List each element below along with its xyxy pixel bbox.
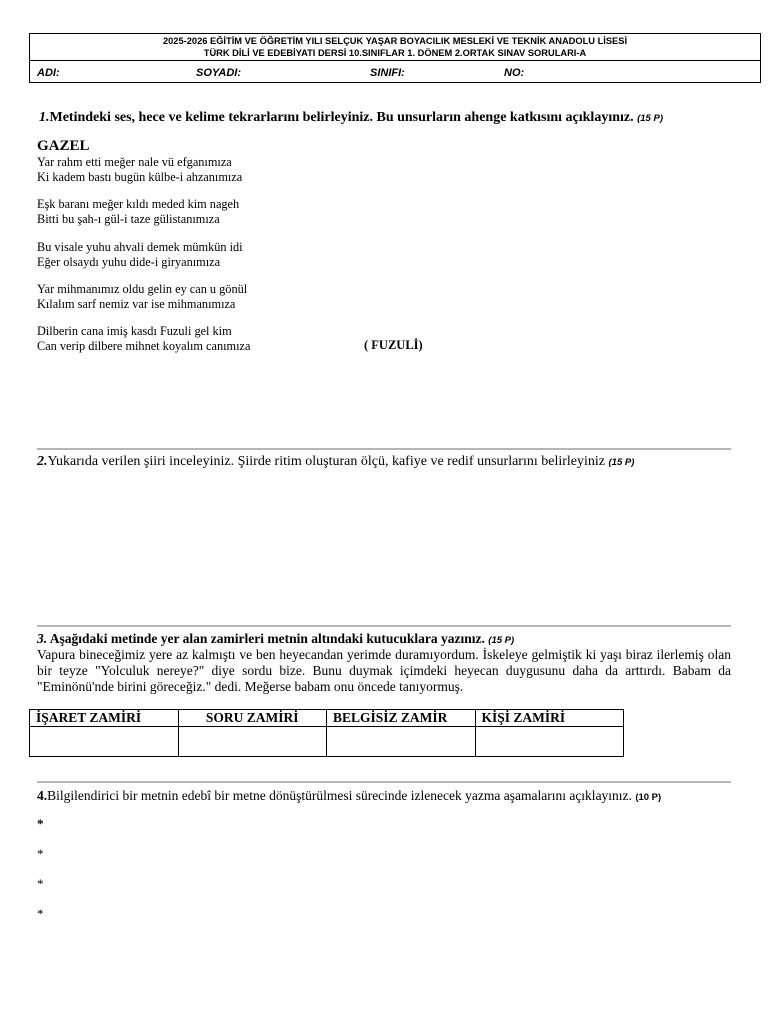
section-divider [37, 448, 731, 450]
question-3 [37, 631, 514, 647]
poem-couplet-2 [37, 197, 239, 227]
pronoun-answer-cell[interactable] [327, 727, 476, 757]
question-2-number: 2. [37, 454, 48, 469]
pronoun-header-question: SORU ZAMİRİ [178, 710, 327, 727]
pronoun-table [29, 709, 624, 757]
student-info-row [30, 61, 760, 83]
question-4 [37, 788, 661, 804]
question-3-paragraph: Vapura bineceğimiz yere az kalmıştı ve ben heyecandan yerimde duramıyordum. İskeleye gelmiştik ki yaşı biraz ilerlemiş olan bir teyze "Yolculuk nereye?" diye sordu bize. Bunu duymak içimdeki heyecan duygusunu daha da arttırdı. Babam da "Eminönü'nde birini göreceğiz." dedi. Meğerse babam onu öncede tanıyormuş. [37, 647, 731, 694]
question-4-points: (10 P) [635, 792, 662, 803]
poem-line: Dilberin cana imiş kasdı Fuzuli gel kim [37, 324, 232, 338]
poem-line: Bu visale yuhu ahvali demek mümkün idi [37, 240, 243, 254]
pronoun-answer-cell[interactable] [178, 727, 327, 757]
name-label: ADI: [37, 67, 60, 79]
question-3-points: (15 P) [488, 635, 515, 646]
class-label: SINIFI: [370, 67, 405, 79]
answer-bullet: * [37, 906, 44, 921]
pronoun-answer-cell[interactable] [30, 727, 179, 757]
question-4-text: Bilgilendirici bir metnin edebî bir metne dönüştürülmesi sürecinde izlenecek yazma aşamalarını açıklayınız. [47, 788, 632, 803]
poem-line: Eğer olsaydı yuhu dide-i giryanımıza [37, 255, 221, 269]
answer-bullet: * [37, 876, 44, 891]
answer-bullet: * [37, 846, 44, 861]
pronoun-header-personal: KİŞİ ZAMİRİ [475, 710, 624, 727]
exam-title [30, 34, 760, 61]
number-label: NO: [504, 67, 525, 79]
poem-line: Ki kadem bastı bugün külbe-i ahzanımıza [37, 170, 243, 184]
poem-author: ( FUZULİ) [364, 338, 423, 352]
exam-title-line2: TÜRK DİLİ VE EDEBİYATI DERSİ 10.SINIFLAR 1. DÖNEM 2.ORTAK SINAV SORULARI-A [203, 48, 587, 58]
pronoun-header-indefinite: BELGİSİZ ZAMİR [327, 710, 476, 727]
question-1-points: (15 P) [637, 113, 663, 124]
poem-line: Kılalım sarf nemiz var ise mihmanımıza [37, 297, 236, 311]
question-2 [37, 454, 634, 470]
pronoun-answer-cell[interactable] [475, 727, 624, 757]
poem-couplet-1 [37, 155, 242, 185]
poem-line: Yar rahm etti meğer nale vü efganımıza [37, 155, 232, 169]
pronoun-header-demonstrative: İŞARET ZAMİRİ [30, 710, 179, 727]
section-divider [37, 625, 731, 627]
poem-line: Can verip dilbere mihnet koyalım canımıza [37, 339, 251, 353]
section-divider [37, 781, 731, 783]
question-3-number: 3. [37, 631, 48, 646]
question-1 [39, 110, 663, 126]
answer-bullet: * [37, 816, 44, 831]
question-2-text: Yukarıda verilen şiiri inceleyiniz. Şiirde ritim oluşturan ölçü, kafiye ve redif unsurlarını belirleyiniz [47, 454, 605, 469]
exam-title-line1: 2025-2026 EĞİTİM VE ÖĞRETİM YILI SELÇUK YAŞAR BOYACILIK MESLEKİ VE TEKNİK ANADOLU LİSESİ [162, 36, 628, 46]
question-4-number: 4. [37, 788, 48, 803]
poem-couplet-3 [37, 240, 243, 270]
question-1-number: 1. [39, 110, 50, 125]
poem-line: Bitti bu şah-ı gül-i taze gülistanımıza [37, 212, 220, 226]
question-2-points: (15 P) [608, 457, 635, 468]
poem-title: GAZEL [37, 138, 90, 154]
surname-label: SOYADI: [196, 67, 242, 79]
exam-header [29, 33, 761, 83]
poem-line: Eşk baranı meğer kıldı meded kim nageh [37, 197, 240, 211]
question-1-text: Metindeki ses, hece ve kelime tekrarlarını belirleyiniz. Bu unsurların ahenge katkısını açıklayınız. [49, 110, 634, 125]
poem-line: Yar mihmanımız oldu gelin ey can u gönül [37, 282, 248, 296]
question-3-text: Aşağıdaki metinde yer alan zamirleri metnin altındaki kutucuklara yazınız. [47, 631, 485, 646]
poem-couplet-4 [37, 282, 247, 312]
poem-couplet-5 [37, 324, 250, 354]
